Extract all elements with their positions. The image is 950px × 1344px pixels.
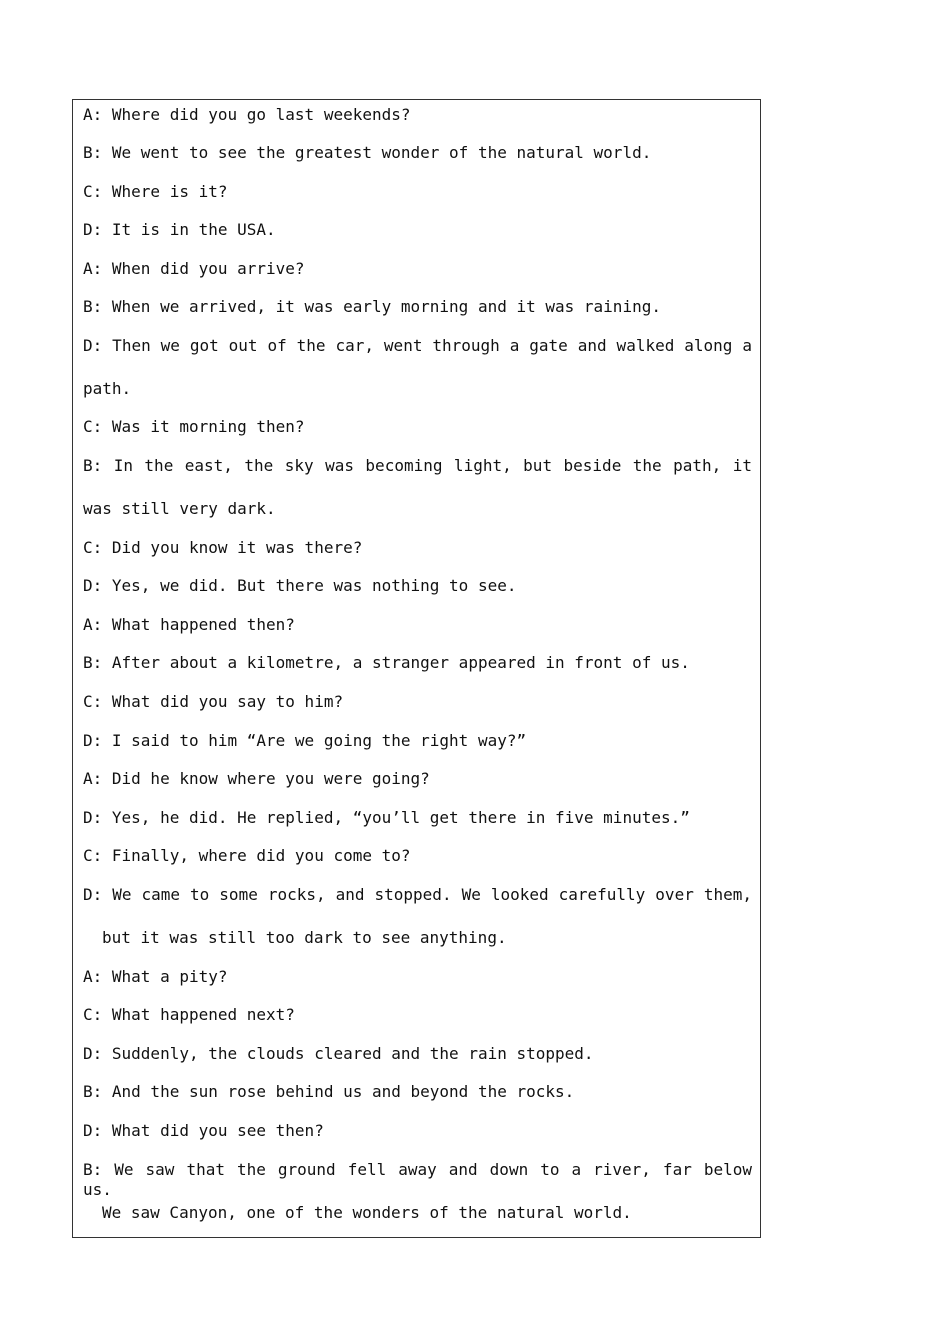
dialogue-line: B: When we arrived, it was early morning and it was raining. bbox=[83, 297, 661, 316]
dialogue-line: D: What did you see then? bbox=[83, 1121, 324, 1140]
dialogue-line: A: Where did you go last weekends? bbox=[83, 105, 411, 124]
dialogue-line: D: Yes, he did. He replied, “you’ll get there in five minutes.” bbox=[83, 808, 690, 827]
dialogue-box bbox=[72, 99, 761, 1238]
dialogue-line: A: Did he know where you were going? bbox=[83, 769, 430, 788]
dialogue-line: A: When did you arrive? bbox=[83, 259, 305, 278]
dialogue-line: B: In the east, the sky was becoming light, but beside the path, it bbox=[83, 456, 752, 475]
dialogue-line-continuation: We saw Canyon, one of the wonders of the natural world. bbox=[102, 1203, 632, 1222]
dialogue-line: B: We went to see the greatest wonder of the natural world. bbox=[83, 143, 652, 162]
dialogue-line: D: We came to some rocks, and stopped. We looked carefully over them, bbox=[83, 885, 752, 904]
dialogue-line-continuation: but it was still too dark to see anything. bbox=[102, 928, 507, 947]
dialogue-line: D: It is in the USA. bbox=[83, 220, 276, 239]
dialogue-line: C: What happened next? bbox=[83, 1005, 295, 1024]
dialogue-line: C: Was it morning then? bbox=[83, 417, 305, 436]
dialogue-line: D: I said to him “Are we going the right way?” bbox=[83, 731, 527, 750]
dialogue-line: B: We saw that the ground fell away and down to a river, far below us. bbox=[83, 1160, 752, 1199]
dialogue-line: B: After about a kilometre, a stranger appeared in front of us. bbox=[83, 653, 690, 672]
dialogue-line: D: Then we got out of the car, went through a gate and walked along a bbox=[83, 336, 752, 355]
dialogue-line: B: And the sun rose behind us and beyond the rocks. bbox=[83, 1082, 575, 1101]
dialogue-line-continuation: path. bbox=[83, 379, 132, 398]
dialogue-line: C: Did you know it was there? bbox=[83, 538, 363, 557]
dialogue-line: A: What happened then? bbox=[83, 615, 295, 634]
dialogue-line: C: What did you say to him? bbox=[83, 692, 344, 711]
dialogue-line: D: Yes, we did. But there was nothing to see. bbox=[83, 576, 517, 595]
dialogue-line: C: Finally, where did you come to? bbox=[83, 846, 411, 865]
dialogue-line: C: Where is it? bbox=[83, 182, 228, 201]
dialogue-line-continuation: was still very dark. bbox=[83, 499, 276, 518]
dialogue-line: D: Suddenly, the clouds cleared and the rain stopped. bbox=[83, 1044, 594, 1063]
dialogue-line: A: What a pity? bbox=[83, 967, 228, 986]
